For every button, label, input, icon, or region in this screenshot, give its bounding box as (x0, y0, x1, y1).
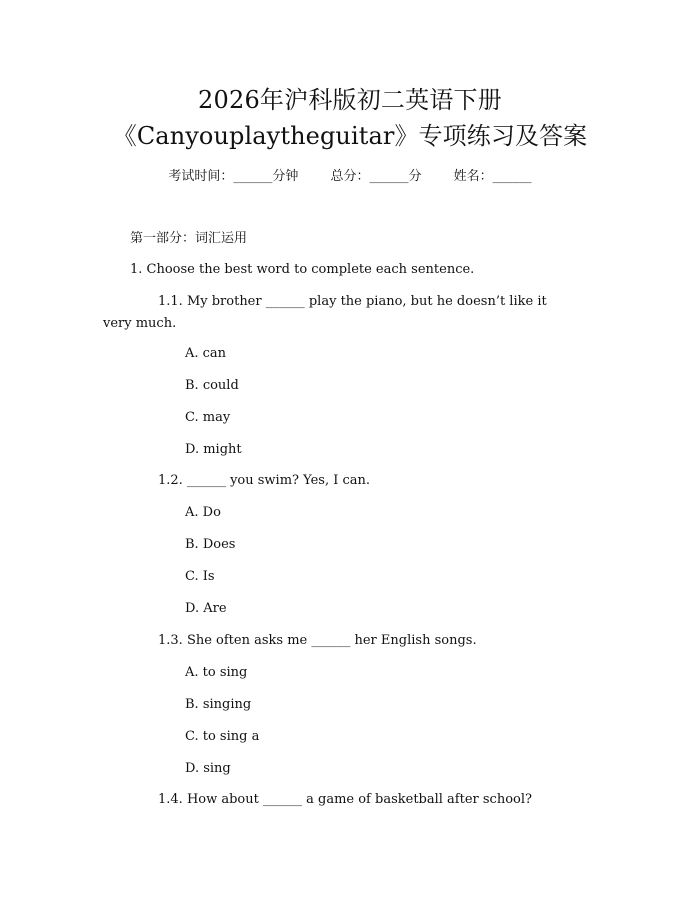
subquestion-1-1-line-1: 1.1. My brother ______ play the piano, but he doesn’t like it (158, 294, 547, 309)
exam-time-field: 考试时间：______分钟 (168, 169, 299, 184)
option-1-1-d: D. might (185, 442, 242, 457)
subquestion-1-1-line-2: very much. (103, 316, 177, 331)
option-1-2-b: B. Does (185, 537, 236, 552)
option-1-2-c: C. Is (185, 569, 215, 584)
option-1-3-c: C. to sing a (185, 729, 260, 744)
page-title-line-2: 《Canyouplaytheguitar》专项练习及答案 (112, 122, 588, 150)
option-1-2-a: A. Do (185, 505, 221, 520)
section-heading: 第一部分：词汇运用 (130, 231, 248, 246)
page-title-line-1: 2026年沪科版初二英语下册 (198, 86, 502, 114)
option-1-3-a: A. to sing (185, 665, 248, 680)
subquestion-1-2: 1.2. ______ you swim? Yes, I can. (158, 473, 371, 488)
option-1-1-c: C. may (185, 410, 231, 425)
option-1-1-b: B. could (185, 378, 239, 393)
option-1-2-d: D. Are (185, 601, 227, 616)
exam-meta-row (0, 167, 700, 187)
option-1-3-d: D. sing (185, 761, 231, 776)
subquestion-1-3: 1.3. She often asks me ______ her English songs. (158, 633, 477, 648)
subquestion-1-4: 1.4. How about ______ a game of basketball after school? (158, 792, 532, 807)
name-field: 姓名：______ (453, 169, 532, 184)
option-1-1-a: A. can (185, 346, 227, 361)
total-score-field: 总分：______分 (330, 169, 422, 184)
question-1: 1. Choose the best word to complete each sentence. (130, 262, 475, 277)
option-1-3-b: B. singing (185, 697, 252, 712)
